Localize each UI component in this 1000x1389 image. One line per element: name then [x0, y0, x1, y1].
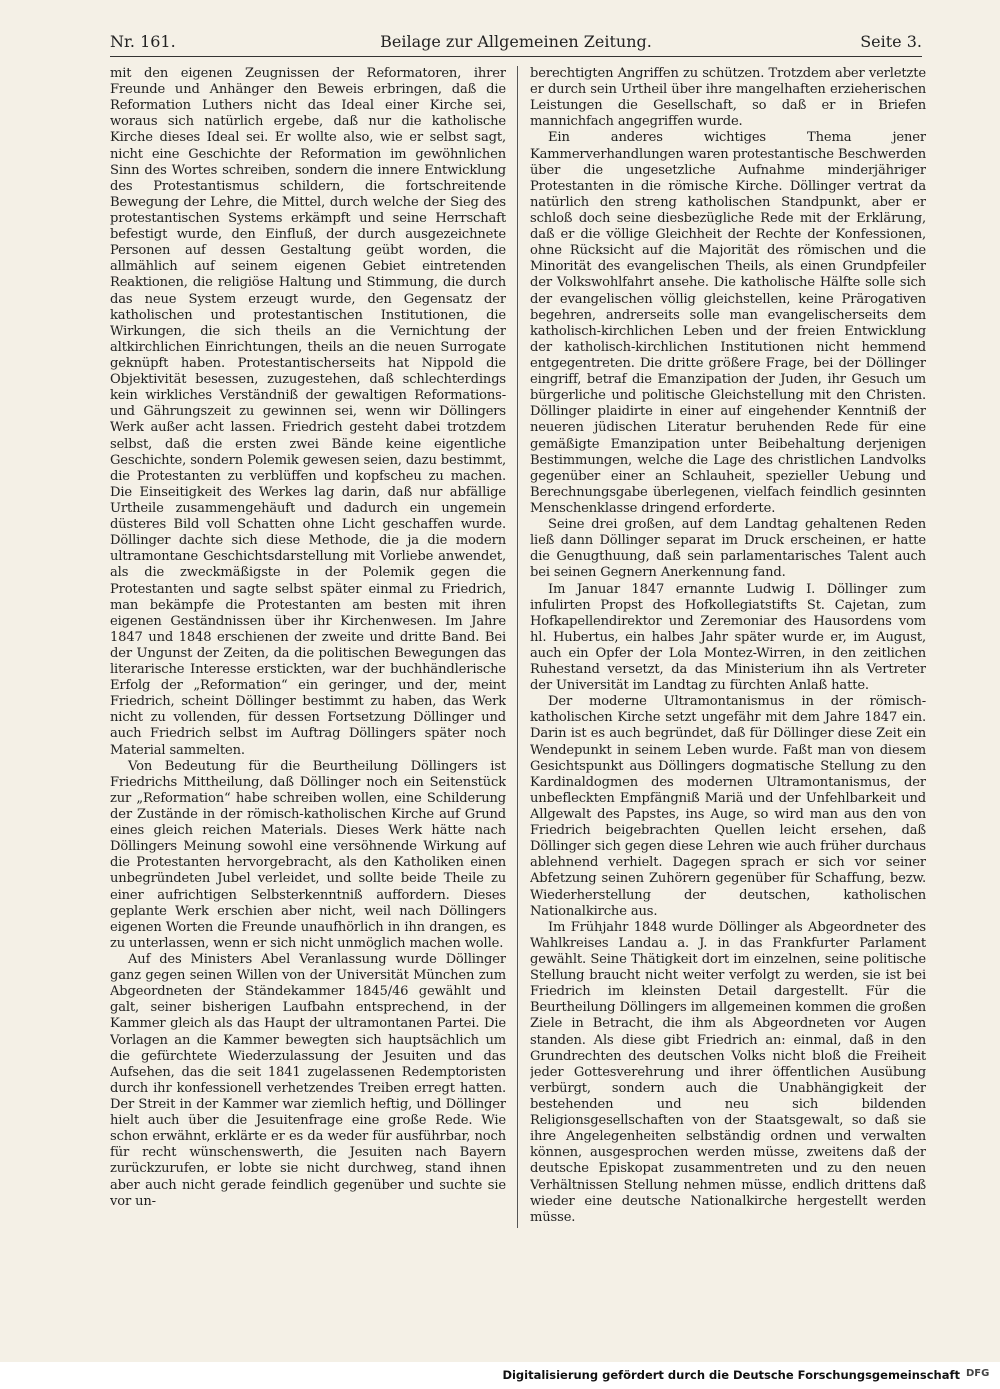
left-column [110, 66, 506, 1228]
digitization-footer [0, 1362, 1000, 1389]
paragraph: Von Bedeutung für die Beurtheilung Döllingers ist Friedrichs Mittheilung, daß Döllinger noch ein Seitenstück zur „Reformation“ habe schreiben wollen, eine Schilderung der Zustände in der römisch-katholischen Kirche auf Grund eines gleich reichen Materials. Dieses Werk hätte nach Döllingers Meinung sowohl eine versöhnende Wirkung auf die Protestanten hervorgebracht, als den Katholiken einen unbegründeten Jubel verleidet, und sollte beide Theile zu einer aufrichtigen Selbsterkenntniß auffordern. Dieses geplante Werk erschien aber nicht, weil nach Döllingers eigenen Worten die Freunde unaufhörlich in ihn drangen, es zu unterlassen, wenn er sich nicht unmöglich machen wolle. [110, 758, 506, 951]
header-rule [110, 56, 922, 57]
page-number: Seite 3. [860, 32, 922, 51]
right-column [530, 66, 926, 1228]
paragraph: Auf des Ministers Abel Veranlassung wurde Döllinger ganz gegen seinen Willen von der Universität München zum Abgeordneten der Ständekammer 1845/46 gewählt und galt, seiner bisherigen Laufbahn entsprechend, in der Kammer gleich als das Haupt der ultramontanen Partei. Die Vorlagen an die Kammer bewegten sich hauptsächlich um die gefürchtete Wiederzulassung der Jesuiten und das Aufsehen, das die seit 1841 zugelassenen Redemptoristen durch ihr konfessionell verhetzendes Treiben erregt hatten. Der Streit in der Kammer war ziemlich heftig, und Döllinger hielt auch über die Jesuitenfrage eine große Rede. Wie schon erwähnt, erklärte er es da weder für ausführbar, noch für recht wünschenswerth, die Jesuiten nach Bayern zurückzurufen, er lobte sie nicht durchweg, stand ihnen aber auch nicht gerade feindlich gegenüber und suchte sie vor un- [110, 952, 506, 1209]
supplement-title: Beilage zur Allgemeinen Zeitung. [380, 32, 652, 51]
dfg-logo-icon: DFG [966, 1368, 990, 1379]
issue-number: Nr. 161. [110, 32, 176, 51]
paragraph: Der moderne Ultramontanismus in der römisch-katholischen Kirche setzt ungefähr mit dem Jahre 1847 ein. Darin ist es auch begründet, daß für Döllinger diese Zeit ein Wendepunkt in seinem Leben wurde. Faßt man von diesem Gesichtspunkt aus Döllingers dogmatische Stellung zu den Kardinaldogmen des modernen Ultramontanismus, der unbefleckten Empfängniß Mariä und der Unfehlbarkeit und Allgewalt des Papstes, ins Auge, so wird man aus den von Friedrich beigebrachten Quellen leicht ersehen, daß Döllinger sich gegen diese Lehren wie auch früher durchaus ablehnend verhielt. Dagegen sprach er sich vor seiner Abfetzung seinen Zuhörern gegenüber für Schaffung, bezw. Wiederherstellung der deutschen, katholischen Nationalkirche aus. [530, 694, 926, 919]
paragraph: mit den eigenen Zeugnissen der Reformatoren, ihrer Freunde und Anhänger den Beweis erbringen, daß die Reformation Luthers nicht das Ideal einer Kirche sei, woraus sich natürlich ergebe, daß nur die katholische Kirche dieses Ideal sei. Er wollte also, wie er selbst sagt, nicht eine Geschichte der Reformation im gewöhnlichen Sinn des Wortes schreiben, sondern die innere Entwicklung des Protestantismus schildern, die fortschreitende Bewegung der Lehre, die Mittel, durch welche der Sieg des protestantischen Systems erkämpft und seine Herrschaft befestigt wurde, den Einfluß, der durch ausgezeichnete Personen auf dessen Gestaltung geübt worden, die allmählich auf seinem eigenen Gebiet eintretenden Reaktionen, die religiöse Haltung und Stimmung, die durch das neue System erzeugt wurde, den Gegensatz der katholischen und protestantischen Institutionen, die Wirkungen, die sich theils an die Vernichtung der altkirchlichen Einrichtungen, theils an die neuen Surrogate geknüpft haben. Protestantischerseits hat Nippold die Objektivität besessen, zuzugestehen, daß schlechterdings kein wirkliches Verständniß der gewaltigen Reformations- und Gährungszeit zu gewinnen sei, wenn wir Döllingers Werk außer acht lassen. Friedrich gesteht dabei trotzdem selbst, daß die ersten zwei Bände keine eigentliche Geschichte, sondern Polemik gewesen seien, dazu bestimmt, die Protestanten zu verblüffen und kopfscheu zu machen. Die Einseitigkeit des Werkes lag darin, daß nur abfällige Urtheile zusammengehäuft und dadurch ein ungemein düsteres Bild voll Schatten ohne Licht geschaffen wurde. Döllinger dachte sich diese Methode, die ja die modern ultramontane Geschichtsdarstellung mit Vorliebe anwendet, als die zweckmäßigste in der Polemik gegen die Protestanten und sagte selbst später einmal zu Friedrich, man bekämpfe die Protestanten am besten mit ihren eigenen Geständnissen über ihr Kirchenwesen. Im Jahre 1847 und 1848 erschienen der zweite und dritte Band. Bei der Ungunst der Zeiten, da die politischen Bewegungen das literarische Interesse erstickten, war der buchhändlerische Erfolg der „Reformation“ ein geringer, und der, meint Friedrich, scheint Döllinger bestimmt zu haben, das Werk nicht zu vollenden, für dessen Fortsetzung Döllinger und auch Friedrich selbst im Auftrag Döllingers später noch Material sammelten. [110, 66, 506, 758]
paragraph: Seine drei großen, auf dem Landtag gehaltenen Reden ließ dann Döllinger separat im Druck erscheinen, er hatte die Genugthuung, daß sein parlamentarisches Talent auch bei seinen Gegnern Anerkennung fand. [530, 517, 926, 581]
page-header [110, 28, 922, 54]
funding-notice: Digitalisierung gefördert durch die Deutsche Forschungsgemeinschaft [502, 1368, 960, 1382]
paragraph: berechtigten Angriffen zu schützen. Trotzdem aber verletzte er durch sein Urtheil über ihre mangelhaften erzieherischen Leistungen die Gesellschaft, so daß er in Briefen mannichfach angegriffen wurde. [530, 66, 926, 130]
paragraph: Im Januar 1847 ernannte Ludwig I. Döllinger zum infulirten Propst des Hofkollegiatstifts St. Cajetan, zum Hofkapellendirektor und Zeremoniar des Hausordens vom hl. Hubertus, ein halbes Jahr später wurde er, im August, auch ein Opfer der Lola Montez-Wirren, in den zeitlichen Ruhestand versetzt, da das Ministerium ihn als Vertreter der Universität im Landtag zu fürchten Anlaß hatte. [530, 581, 926, 694]
column-divider [517, 66, 518, 1228]
paragraph: Im Frühjahr 1848 wurde Döllinger als Abgeordneter des Wahlkreises Landau a. J. in das Frankfurter Parlament gewählt. Seine Thätigkeit dort im einzelnen, seine politische Stellung braucht nicht weiter verfolgt zu werden, sie ist bei Friedrich im kleinsten Detail dargestellt. Für die Beurtheilung Döllingers im allgemeinen kommen die großen Ziele in Betracht, die ihm als Abgeordneten vor Augen standen. Als diese gibt Friedrich an: einmal, daß in den Grundrechten des deutschen Volks nicht bloß die Freiheit jeder Gottesverehrung und ihrer öffentlichen Ausübung verbürgt, sondern auch die Unabhängigkeit der bestehenden und neu sich bildenden Religionsgesellschaften von der Staatsgewalt, so daß sie ihre Angelegenheiten selbständig ordnen und verwalten können, ausgesprochen werden müsse, zweitens daß der deutsche Episkopat zusammentreten und zu den neuen Verhältnissen Stellung nehmen müsse, endlich drittens daß wieder eine deutsche Nationalkirche hergestellt werden müsse. [530, 919, 926, 1225]
paragraph: Ein anderes wichtiges Thema jener Kammerverhandlungen waren protestantische Beschwerden über die ungesetzliche Aufnahme minderjähriger Protestanten in die römische Kirche. Döllinger vertrat da natürlich den streng katholischen Standpunkt, aber er schloß doch seine diesbezügliche Rede mit der Erklärung, daß er die völlige Gleichheit der Rechte der Konfessionen, ohne Rücksicht auf die Majorität des römischen und die Minorität des evangelischen Theils, als einen Grundpfeiler der Volkswohlfahrt ansehe. Die katholische Hälfte solle sich der evangelischen völlig gleichstellen, keine Prärogativen begehren, andrerseits solle man evangelischerseits dem katholisch-kirchlichen Leben und der freien Entwicklung der katholisch-kirchlichen Institutionen nicht hemmend entgegentreten. Die dritte größere Frage, bei der Döllinger eingriff, betraf die Emanzipation der Juden, ihr Gesuch um bürgerliche und politische Gleichstellung mit den Christen. Döllinger plaidirte in einer auf eingehender Kenntniß der neueren jüdischen Literatur beruhenden Rede für eine gemäßigte Emanzipation unter Beibehaltung derjenigen Bestimmungen, welche die Lage des christlichen Landvolks gegenüber einer an Schlauheit, spezieller Uebung und Berechnungsgabe überlegenen, vielfach feindlich gesinnten Menschenklasse dringend erforderte. [530, 130, 926, 516]
